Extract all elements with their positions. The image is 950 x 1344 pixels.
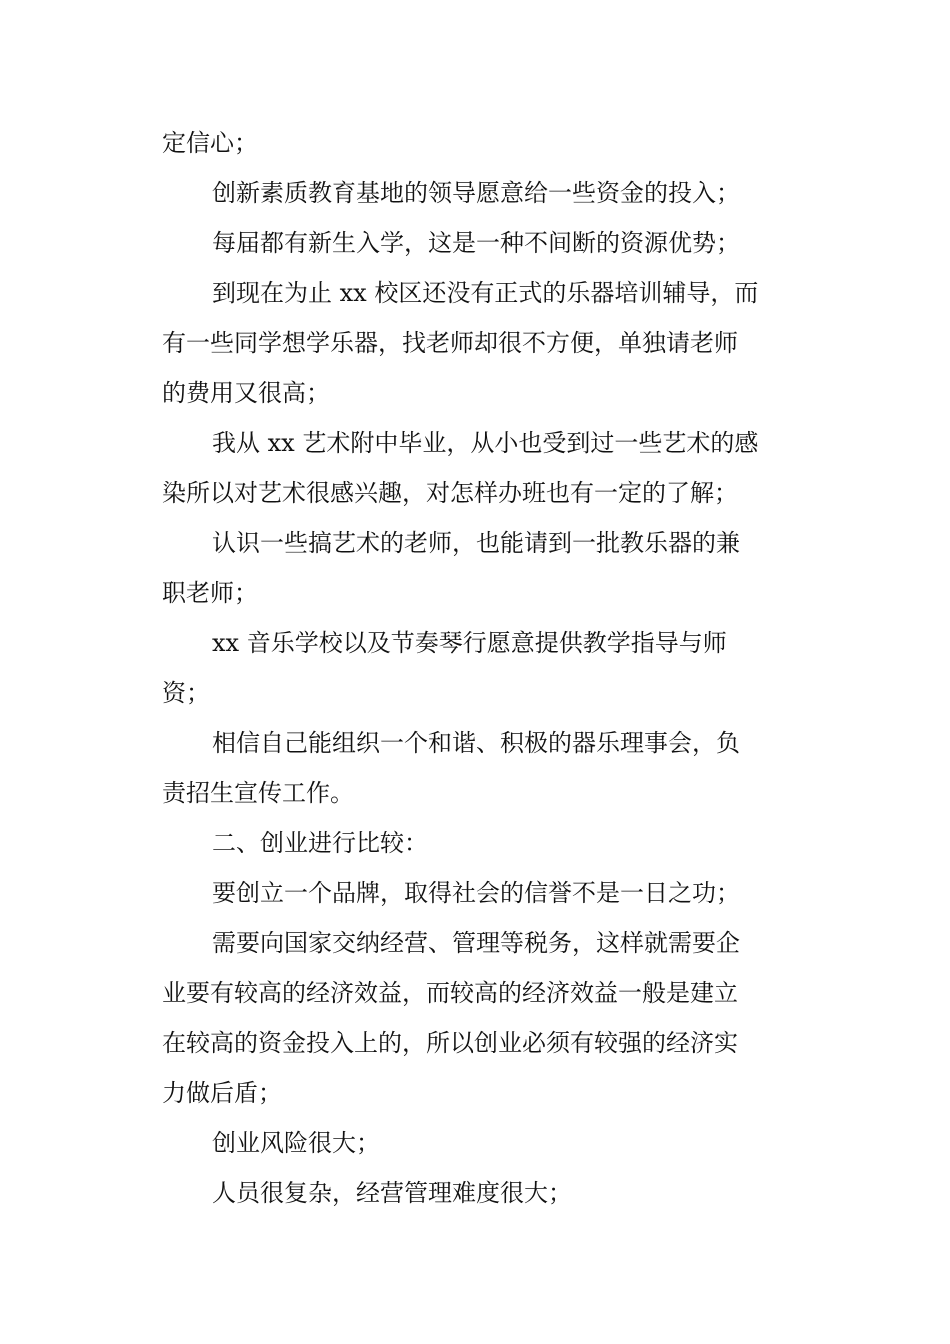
paragraph xyxy=(162,518,792,618)
paragraph xyxy=(162,618,792,718)
text-line: 染所以对艺术很感兴趣，对怎样办班也有一定的了解； xyxy=(162,479,738,507)
paragraph xyxy=(162,868,792,918)
text-line: 需要向国家交纳经营、管理等税务，这样就需要企 xyxy=(212,929,740,957)
text-line: 业要有较高的经济效益，而较高的经济效益一般是建立 xyxy=(162,979,738,1007)
text-line: 定信心； xyxy=(162,129,258,157)
text-line: xx 音乐学校以及节奏琴行愿意提供教学指导与师 xyxy=(212,629,727,657)
paragraph xyxy=(162,1168,792,1218)
text-line: 创新素质教育基地的领导愿意给一些资金的投入； xyxy=(212,179,740,207)
paragraph xyxy=(162,418,792,518)
text-line: 职老师； xyxy=(162,579,258,607)
text-line: 我从 xx 艺术附中毕业，从小也受到过一些艺术的感 xyxy=(212,429,759,457)
text-line: 到现在为止 xx 校区还没有正式的乐器培训辅导，而 xyxy=(212,279,759,307)
text-line: 力做后盾； xyxy=(162,1079,282,1107)
text-line: 的费用又很高； xyxy=(162,379,330,407)
text-line: 每届都有新生入学，这是一种不间断的资源优势； xyxy=(212,229,740,257)
text-line: 在较高的资金投入上的，所以创业必须有较强的经济实 xyxy=(162,1029,738,1057)
paragraph xyxy=(162,218,792,268)
text-line: 责招生宣传工作。 xyxy=(162,779,354,807)
document-body xyxy=(162,118,792,1218)
paragraph xyxy=(162,718,792,818)
text-line: 要创立一个品牌，取得社会的信誉不是一日之功； xyxy=(212,879,740,907)
text-line: 二、创业进行比较： xyxy=(212,829,428,857)
text-line: 认识一些搞艺术的老师，也能请到一批教乐器的兼 xyxy=(212,529,740,557)
paragraph xyxy=(162,918,792,1118)
paragraph xyxy=(162,818,792,868)
text-line: 相信自己能组织一个和谐、积极的器乐理事会，负 xyxy=(212,729,740,757)
text-line: 人员很复杂，经营管理难度很大； xyxy=(212,1179,572,1207)
paragraph xyxy=(162,118,792,168)
paragraph xyxy=(162,268,792,418)
text-line: 创业风险很大； xyxy=(212,1129,380,1157)
text-line: 资； xyxy=(162,679,210,707)
paragraph xyxy=(162,1118,792,1168)
text-line: 有一些同学想学乐器，找老师却很不方便，单独请老师 xyxy=(162,329,738,357)
paragraph xyxy=(162,168,792,218)
